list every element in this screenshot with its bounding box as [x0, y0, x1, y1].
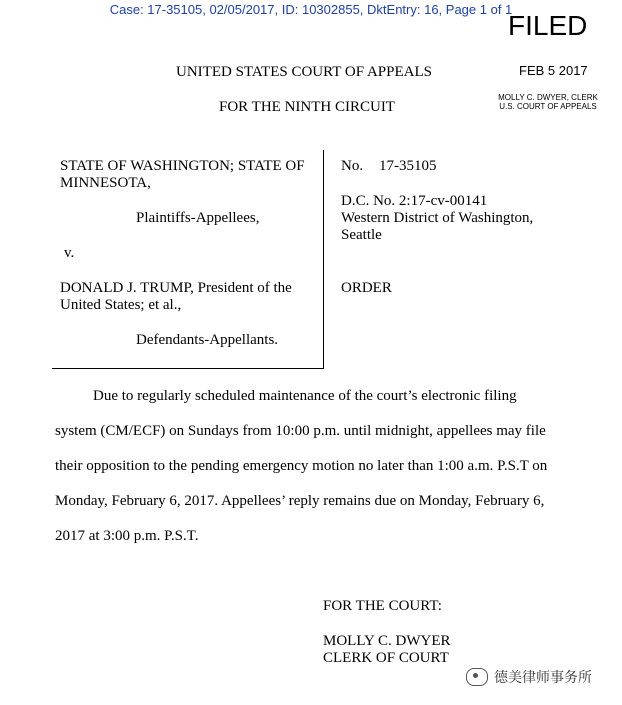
- defendants-line2: United States; et al.,: [60, 297, 182, 313]
- case-number: 17-35105: [379, 158, 437, 174]
- dc-number: D.C. No. 2:17-cv-00141: [341, 193, 488, 209]
- plaintiffs-line1: STATE OF WASHINGTON; STATE OF: [60, 158, 305, 174]
- defendants-line1: DONALD J. TRUMP, President of the: [60, 280, 292, 296]
- plaintiffs-role: Plaintiffs-Appellees,: [136, 210, 260, 226]
- document-type: ORDER: [341, 280, 392, 296]
- district-line2: Seattle: [341, 227, 382, 243]
- order-text-line: system (CM/ECF) on Sundays from 10:00 p.m. until midnight, appellees may file: [55, 423, 546, 439]
- defendants-role: Defendants-Appellants.: [136, 332, 279, 348]
- filed-stamp: FILED: [508, 10, 588, 41]
- filed-date: FEB 5 2017: [519, 63, 588, 78]
- case-header-line: Case: 17-35105, 02/05/2017, ID: 10302855, DktEntry: 16, Page 1 of 1: [109, 2, 513, 17]
- versus: v.: [64, 245, 75, 261]
- watermark: [466, 667, 592, 687]
- order-text-line: their opposition to the pending emergency motion no later than 1:00 a.m. P.S.T on: [55, 458, 548, 474]
- court-circuit: FOR THE NINTH CIRCUIT: [219, 99, 395, 115]
- clerk-name: MOLLY C. DWYER: [323, 633, 451, 649]
- watermark-text: 德美律师事务所: [494, 670, 592, 686]
- wechat-icon: [466, 668, 488, 686]
- clerk-stamp-line1: MOLLY C. DWYER, CLERK: [498, 93, 598, 102]
- order-text-line: Due to regularly scheduled maintenance of the court’s electronic filing: [93, 388, 517, 404]
- clerk-title: CLERK OF COURT: [323, 650, 449, 666]
- court-name: UNITED STATES COURT OF APPEALS: [176, 64, 432, 80]
- for-the-court: FOR THE COURT:: [323, 598, 442, 614]
- district-line1: Western District of Washington,: [341, 210, 534, 226]
- clerk-stamp-line2: U.S. COURT OF APPEALS: [499, 102, 597, 111]
- order-text-line: Monday, February 6, 2017. Appellees’ reply remains due on Monday, February 6,: [55, 493, 545, 509]
- clerk-stamp: [482, 93, 614, 111]
- plaintiffs-line2: MINNESOTA,: [60, 175, 151, 191]
- order-text-line: 2017 at 3:00 p.m. P.S.T.: [55, 528, 199, 544]
- case-number-label: No.: [341, 158, 364, 174]
